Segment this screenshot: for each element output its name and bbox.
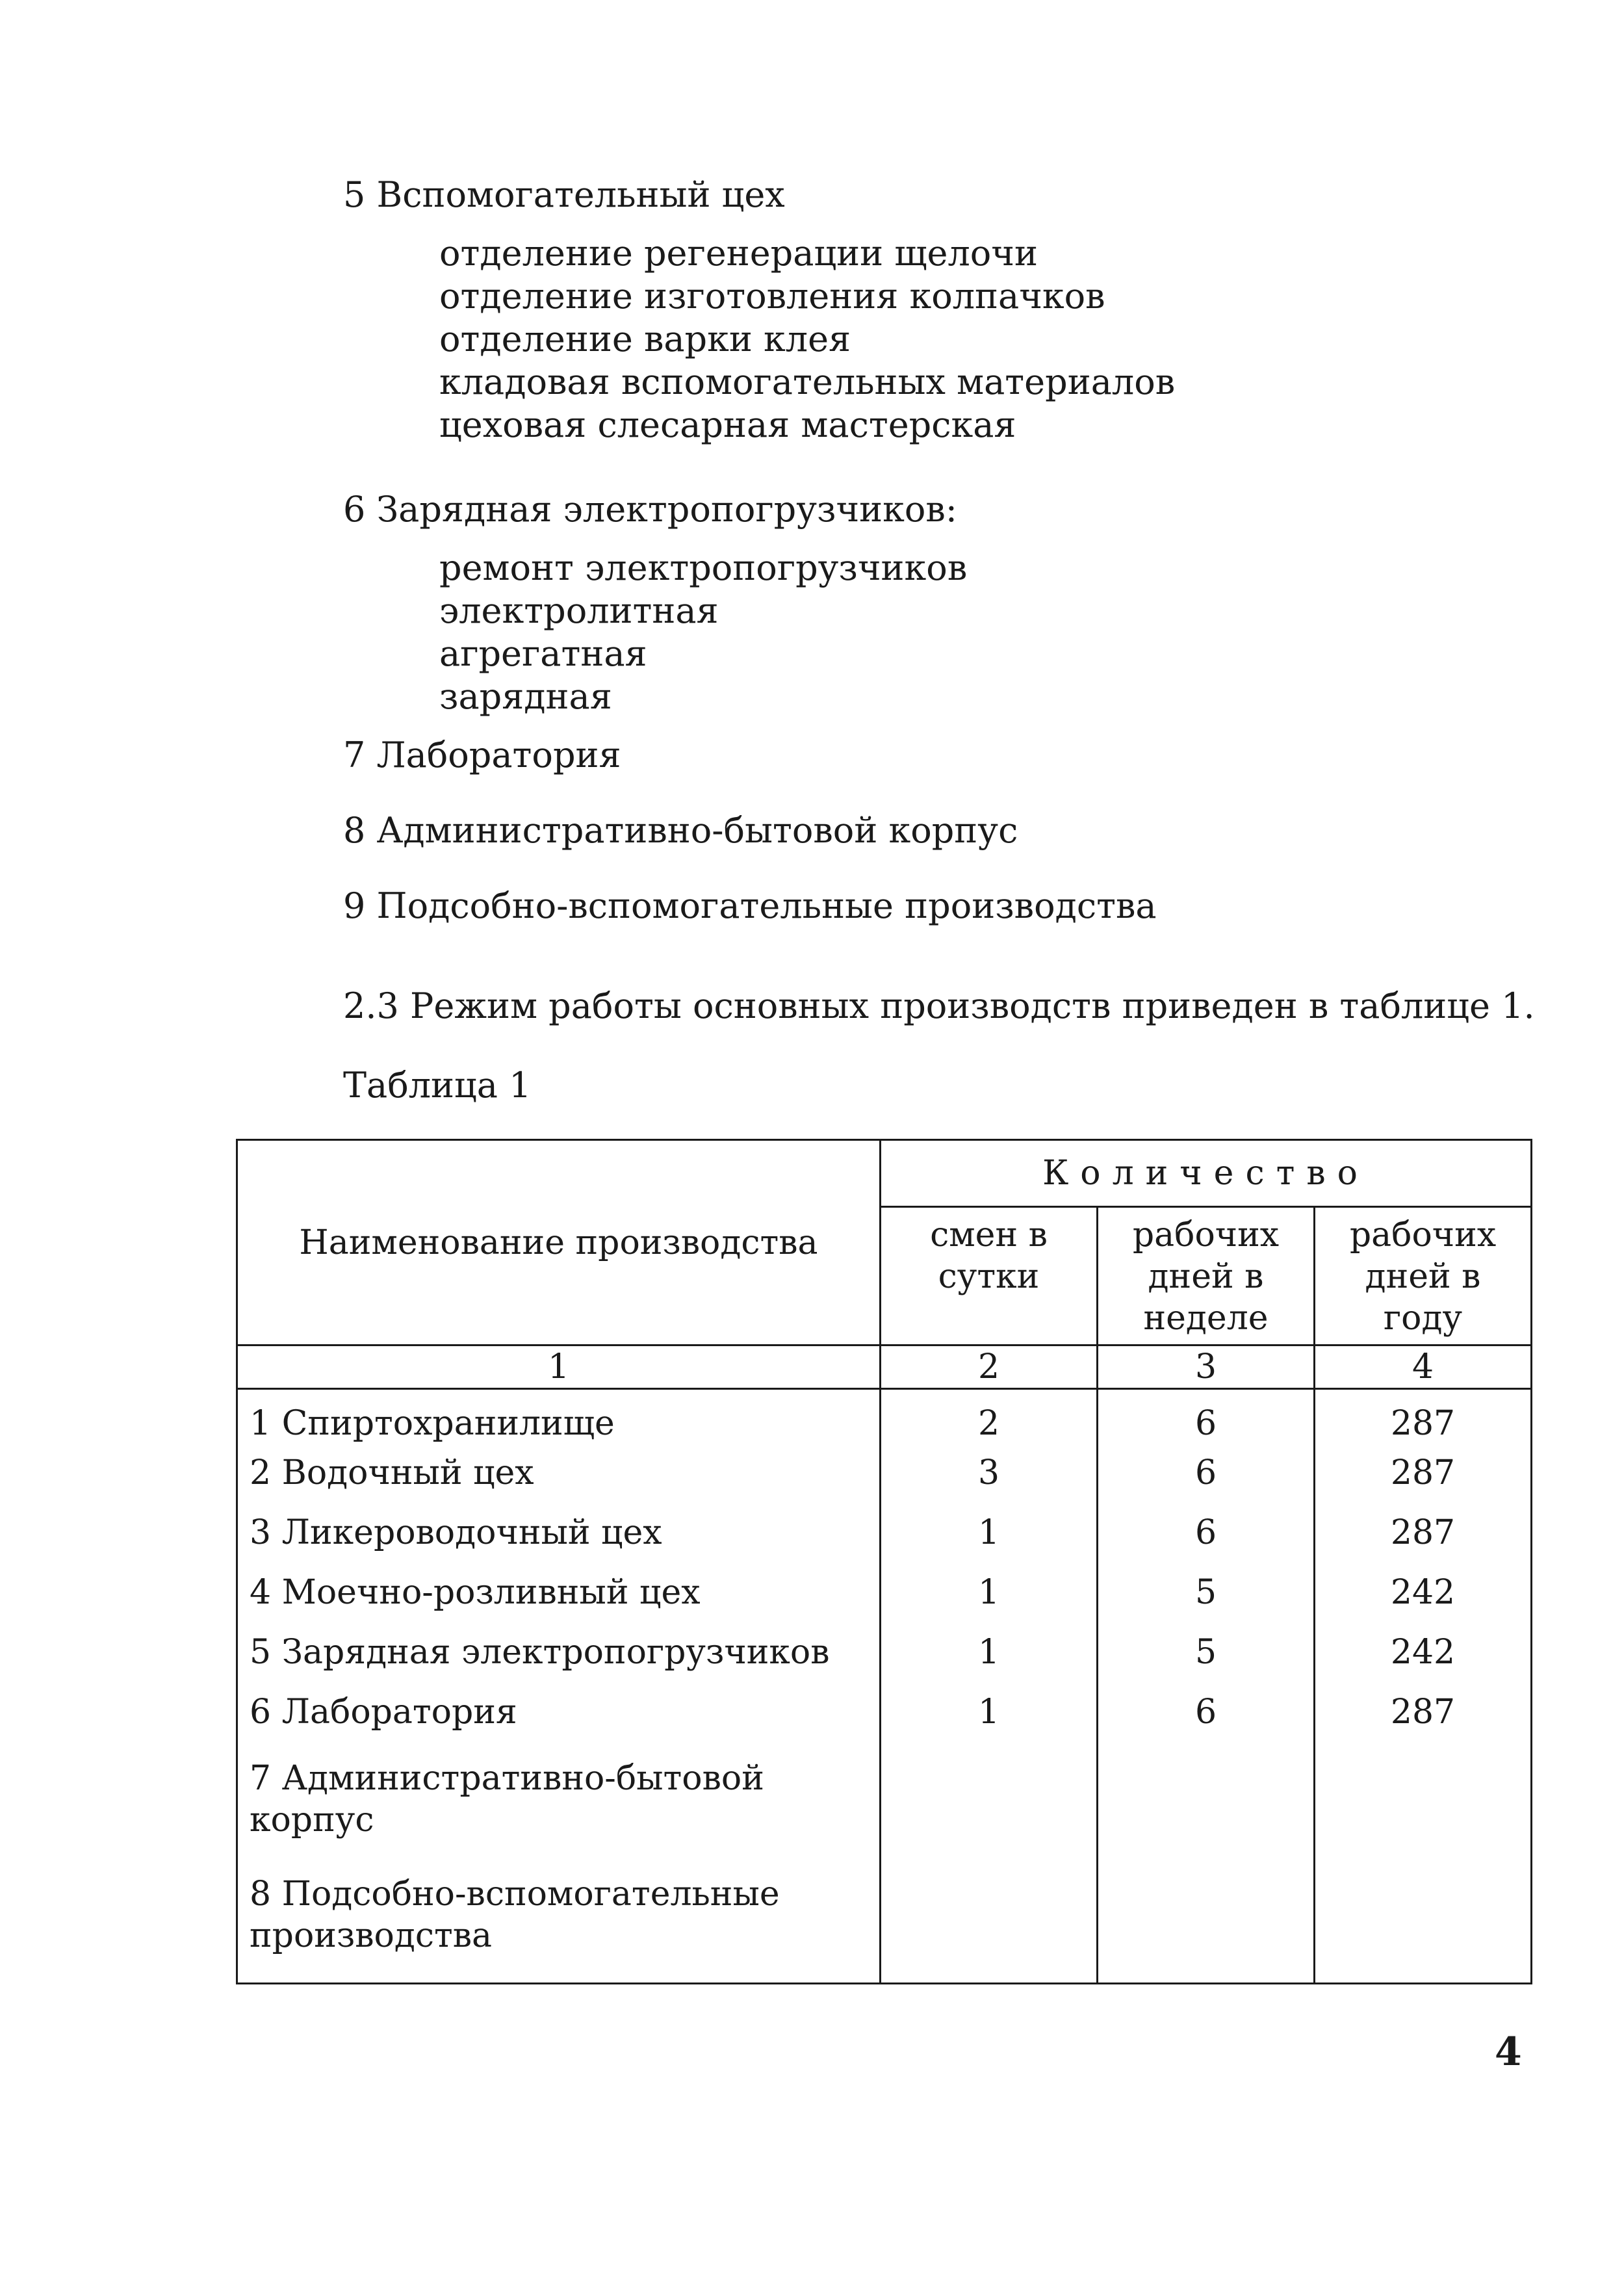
section-8: 8 Административно-бытовой корпус bbox=[343, 810, 1018, 851]
row-shifts: 1 bbox=[881, 1572, 1098, 1632]
row-name: 7 Административно-бытовой корпус bbox=[237, 1751, 881, 1867]
row-days-year: 287 bbox=[1315, 1512, 1532, 1572]
row-days-week: 5 bbox=[1098, 1572, 1315, 1632]
row-days-year bbox=[1315, 1867, 1532, 1984]
header-quantity-group: Количество bbox=[881, 1140, 1532, 1207]
row-shifts bbox=[881, 1867, 1098, 1984]
header-days-week: рабочих дней в неделе bbox=[1098, 1207, 1315, 1346]
section-6-item: агрегатная bbox=[439, 633, 647, 674]
header-shifts: смен в сутки bbox=[881, 1207, 1098, 1346]
section-5-item: отделение варки клея bbox=[439, 318, 851, 359]
table-row bbox=[237, 1867, 1532, 1984]
row-days-year: 287 bbox=[1315, 1691, 1532, 1751]
table-row bbox=[237, 1389, 1532, 1453]
row-shifts: 1 bbox=[881, 1691, 1098, 1751]
section-7: 7 Лаборатория bbox=[343, 734, 621, 775]
section-6-item: электролитная bbox=[439, 590, 719, 631]
row-name: 6 Лаборатория bbox=[237, 1691, 881, 1751]
row-days-year: 287 bbox=[1315, 1389, 1532, 1453]
row-days-year: 242 bbox=[1315, 1572, 1532, 1632]
row-days-year bbox=[1315, 1751, 1532, 1867]
page-number: 4 bbox=[1495, 2029, 1522, 2075]
section-5-item: отделение регенерации щелочи bbox=[439, 233, 1038, 274]
col-number: 2 bbox=[881, 1346, 1098, 1389]
section-5-title: 5 Вспомогательный цех bbox=[343, 174, 785, 215]
section-5-item: отделение изготовления колпачков bbox=[439, 276, 1105, 317]
section-5-item: цеховая слесарная мастерская bbox=[439, 404, 1016, 445]
row-name: 1 Спиртохранилище bbox=[237, 1389, 881, 1453]
row-days-year: 287 bbox=[1315, 1452, 1532, 1512]
section-5-item: кладовая вспомогательных материалов bbox=[439, 361, 1176, 402]
row-days-week: 5 bbox=[1098, 1632, 1315, 1691]
section-6-title: 6 Зарядная электропогрузчиков: bbox=[343, 489, 957, 530]
table-row bbox=[237, 1572, 1532, 1632]
row-name: 2 Водочный цех bbox=[237, 1452, 881, 1512]
row-days-year: 242 bbox=[1315, 1632, 1532, 1691]
table-row bbox=[237, 1452, 1532, 1512]
col-number: 4 bbox=[1315, 1346, 1532, 1389]
row-shifts: 3 bbox=[881, 1452, 1098, 1512]
work-schedule-table bbox=[236, 1139, 1532, 1984]
row-shifts: 2 bbox=[881, 1389, 1098, 1453]
header-days-year: рабочих дней в году bbox=[1315, 1207, 1532, 1346]
table-row bbox=[237, 1632, 1532, 1691]
row-days-week bbox=[1098, 1751, 1315, 1867]
col-number: 3 bbox=[1098, 1346, 1315, 1389]
table-row bbox=[237, 1751, 1532, 1867]
row-shifts: 1 bbox=[881, 1512, 1098, 1572]
row-days-week: 6 bbox=[1098, 1389, 1315, 1453]
row-name: 3 Ликероводочный цех bbox=[237, 1512, 881, 1572]
table-caption: Таблица 1 bbox=[343, 1065, 532, 1106]
row-name: 5 Зарядная электропогрузчиков bbox=[237, 1632, 881, 1691]
section-9: 9 Подсобно-вспомогательные производства bbox=[343, 885, 1157, 926]
table-row bbox=[237, 1691, 1532, 1751]
table-row bbox=[237, 1512, 1532, 1572]
row-shifts bbox=[881, 1751, 1098, 1867]
section-6-item: ремонт электропогрузчиков bbox=[439, 547, 968, 588]
header-production-name: Наименование производства bbox=[237, 1140, 881, 1346]
row-name: 4 Моечно-розливный цех bbox=[237, 1572, 881, 1632]
row-days-week: 6 bbox=[1098, 1512, 1315, 1572]
row-name: 8 Подсобно-вспомогательные производства bbox=[237, 1867, 881, 1984]
row-days-week: 6 bbox=[1098, 1691, 1315, 1751]
row-days-week: 6 bbox=[1098, 1452, 1315, 1512]
col-number: 1 bbox=[237, 1346, 881, 1389]
row-shifts: 1 bbox=[881, 1632, 1098, 1691]
paragraph-2-3: 2.3 Режим работы основных производств приведен в таблице 1. bbox=[343, 985, 1535, 1026]
section-6-item: зарядная bbox=[439, 676, 612, 717]
row-days-week bbox=[1098, 1867, 1315, 1984]
